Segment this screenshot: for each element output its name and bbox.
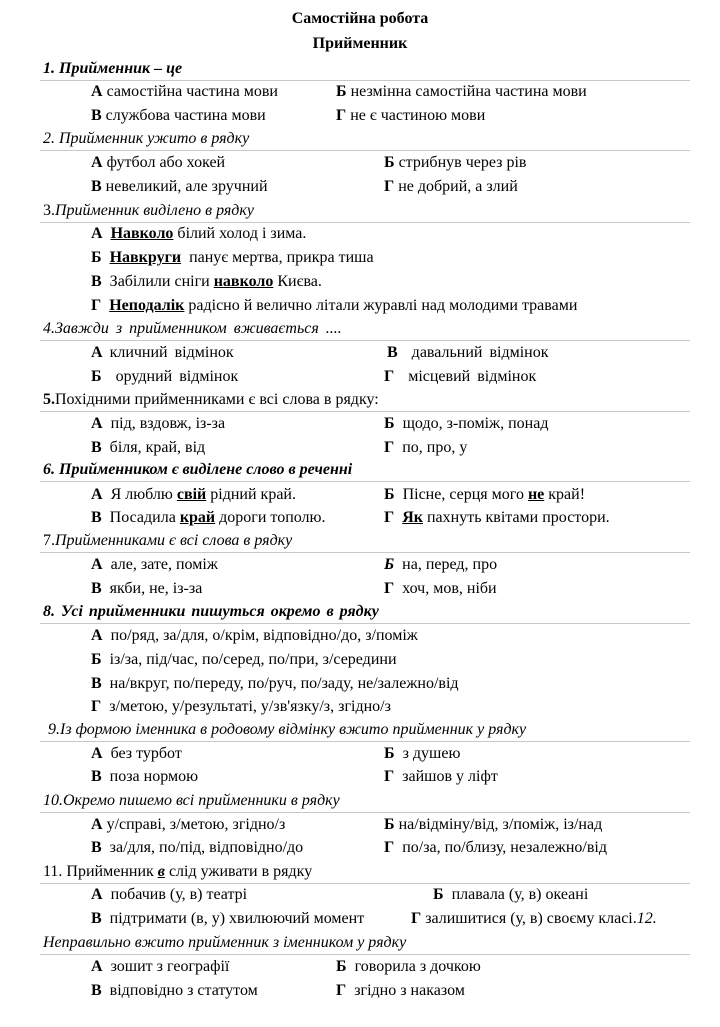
q9-option-v: В поза нормою: [91, 768, 199, 785]
q7-option-v: В якби, не, із-за: [91, 580, 203, 597]
question-10: 10.Окремо пишемо всі прийменники в рядку: [43, 792, 340, 809]
divider: [40, 340, 690, 341]
q12-option-g: Г згідно з наказом: [336, 982, 465, 999]
q4-option-b: Б орудний відмінок: [91, 368, 239, 385]
q2-option-a: А футбол або хокей: [91, 154, 226, 171]
divider: [40, 623, 690, 624]
q4-option-v: В давальний відмінок: [387, 344, 549, 361]
divider: [40, 481, 690, 482]
page-title: Самостійна робота: [291, 10, 429, 27]
q7-option-g: Г хоч, мов, ніби: [384, 580, 497, 597]
q7-option-b: Б на, перед, про: [384, 556, 498, 573]
q11-option-v: В підтримати (в, у) хвилюючий момент: [91, 910, 365, 927]
q5-option-v: В біля, край, від: [91, 439, 206, 456]
question-12: Неправильно вжито прийменник з іменником у рядку: [43, 934, 407, 951]
question-2: 2. Прийменник ужито в рядку: [43, 130, 250, 147]
q1-option-g: Г не є частиною мови: [336, 107, 486, 124]
q3-option-v: В Забілили сніги навколо Києва.: [91, 273, 322, 290]
q1-option-v: В службова частина мови: [91, 107, 266, 124]
q3-option-b: Б Навкруги панує мертва, прикра тиша: [91, 249, 374, 266]
q5-option-g: Г по, про, у: [384, 439, 468, 456]
question-6: 6. Прийменником є виділене слово в реченні: [43, 461, 353, 478]
question-7: 7.Прийменниками є всі слова в рядку: [43, 532, 293, 549]
q4-option-a: А кличний відмінок: [91, 344, 234, 361]
q6-option-b: Б Пісне, серця мого не край!: [384, 486, 586, 503]
q6-option-a: А Я люблю свій рідний край.: [91, 486, 296, 503]
q12-option-b: Б говорила з дочкою: [336, 958, 481, 975]
q10-option-b: Б на/відміну/від, з/поміж, із/над: [384, 816, 603, 833]
q4-option-g: Г місцевий відмінок: [384, 368, 537, 385]
q3-option-a: А Навколо білий холод і зима.: [91, 225, 307, 242]
q8-option-g: Г з/метою, у/результаті, у/зв'язку/з, згідно/з: [91, 698, 391, 715]
q1-option-b: Б незмінна самостійна частина мови: [336, 83, 587, 100]
q6-option-v: В Посадила край дороги тополю.: [91, 509, 326, 526]
q6-option-g: Г Як пахнуть квітами простори.: [384, 509, 610, 526]
q12-option-a: А зошит з географії: [91, 958, 230, 975]
divider: [40, 883, 690, 884]
q12-option-v: В відповідно з статутом: [91, 982, 258, 999]
question-1: 1. Прийменник – це: [43, 60, 183, 77]
q9-option-a: А без турбот: [91, 745, 182, 762]
q11-option-b: Б плавала (у, в) океані: [433, 886, 589, 903]
divider: [40, 80, 690, 81]
q7-option-a: А але, зате, поміж: [91, 556, 218, 573]
question-8: 8. Усі прийменники пишуться окремо в рядку: [43, 603, 379, 620]
question-4: 4.Завжди з прийменником вживається ....: [43, 320, 342, 337]
q9-option-b: Б з душею: [384, 745, 461, 762]
q5-option-a: А під, вздовж, із-за: [91, 415, 226, 432]
question-11: 11. Прийменник в слід уживати в рядку: [43, 863, 313, 880]
q8-option-v: В на/вкруг, по/переду, по/руч, по/заду, не/залежно/від: [91, 675, 459, 692]
q2-option-b: Б стрибнув через рів: [384, 154, 527, 171]
question-9: 9.Із формою іменника в родовому відмінку вжито прийменник у рядку: [48, 721, 527, 738]
q1-option-a: А самостійна частина мови: [91, 83, 278, 100]
divider: [40, 741, 690, 742]
q8-option-b: Б із/за, під/час, по/серед, по/при, з/середини: [91, 651, 397, 668]
q10-option-a: А у/справі, з/метою, згідно/з: [91, 816, 286, 833]
q3-option-g: Г Неподалік радісно й велично літали журавлі над молодими травами: [91, 297, 578, 314]
divider: [40, 812, 690, 813]
q10-option-g: Г по/за, по/близу, незалежно/від: [384, 839, 608, 856]
q9-option-g: Г зайшов у ліфт: [384, 768, 498, 785]
question-5: 5.Похідними прийменниками є всі слова в рядку:: [43, 391, 379, 408]
q10-option-v: В за/для, по/під, відповідно/до: [91, 839, 304, 856]
divider: [40, 150, 690, 151]
question-3: 3.Прийменник виділено в рядку: [43, 202, 254, 219]
q11-option-a: А побачив (у, в) театрі: [91, 886, 248, 903]
page-subtitle: Прийменник: [312, 35, 408, 52]
divider: [40, 411, 690, 412]
divider: [40, 552, 690, 553]
q2-option-v: В невеликий, але зручний: [91, 178, 268, 195]
q8-option-a: А по/ряд, за/для, о/крім, відповідно/до, з/поміж: [91, 627, 418, 644]
q11-option-g: Г залишитися (у, в) своєму класі.12.: [411, 910, 657, 927]
divider: [40, 954, 690, 955]
q2-option-g: Г не добрий, а злий: [384, 178, 518, 195]
q5-option-b: Б щодо, з-поміж, понад: [384, 415, 549, 432]
divider: [40, 222, 690, 223]
